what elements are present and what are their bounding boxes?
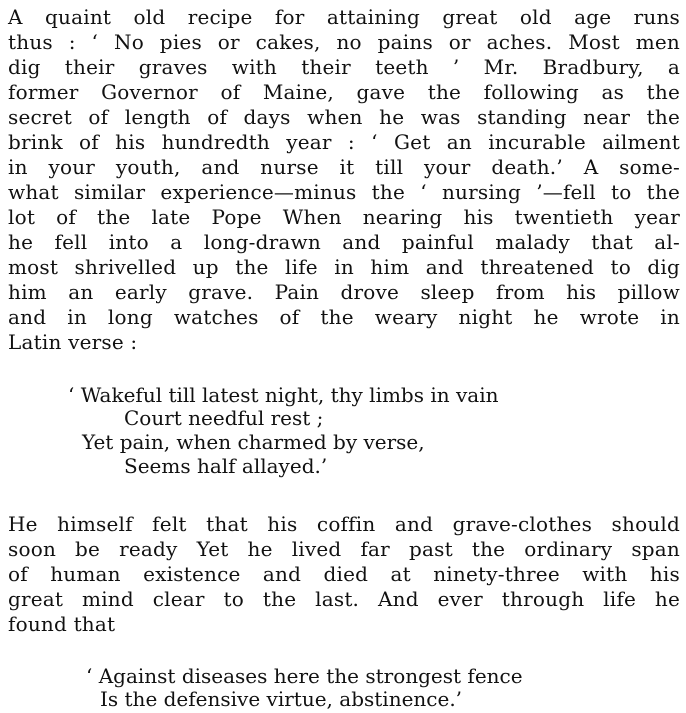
paragraph-line: brink of his hundredth year : ‘ Get an incurable ailment	[8, 130, 680, 154]
verse-line: ‘ Against diseases here the strongest fence	[86, 664, 523, 688]
paragraph-line: in your youth, and nurse it till your death.’ A some-	[8, 155, 680, 179]
paragraph-line: found that	[8, 612, 116, 636]
paragraph-line: soon be ready Yet he lived far past the ordinary span	[8, 537, 680, 561]
paragraph-line: most shrivelled up the life in him and threatened to dig	[8, 255, 680, 279]
verse-line: Is the defensive virtue, abstinence.’	[100, 687, 463, 711]
paragraph-line: and in long watches of the weary night he wrote in	[8, 305, 680, 329]
paragraph-line: of human existence and died at ninety-three with his	[8, 562, 680, 586]
paragraph-line: what similar experience—minus the ‘ nursing ’—fell to the	[8, 180, 680, 204]
verse-line: Court needful rest ;	[124, 406, 324, 430]
paragraph-line: A quaint old recipe for attaining great old age runs	[8, 5, 680, 29]
paragraph-line: he fell into a long-drawn and painful malady that al-	[8, 230, 680, 254]
paragraph-line: thus : ‘ No pies or cakes, no pains or aches. Most men	[8, 30, 680, 54]
paragraph-line: secret of length of days when he was standing near the	[8, 105, 680, 129]
paragraph-line: He himself felt that his coffin and grave-clothes should	[8, 512, 680, 536]
paragraph-line: him an early grave. Pain drove sleep from his pillow	[8, 280, 680, 304]
verse-line: Yet pain, when charmed by verse,	[82, 430, 425, 454]
verse-line: Seems half allayed.’	[124, 454, 328, 478]
verse-line: ‘ Wakeful till latest night, thy limbs in vain	[68, 383, 499, 407]
paragraph-line: great mind clear to the last. And ever through life he	[8, 587, 680, 611]
paragraph-line: Latin verse :	[8, 330, 138, 354]
paragraph-line: lot of the late Pope When nearing his twentieth year	[8, 205, 680, 229]
paragraph-line: dig their graves with their teeth ’ Mr. Bradbury, a	[8, 55, 680, 79]
paragraph-line: former Governor of Maine, gave the following as the	[8, 80, 680, 104]
